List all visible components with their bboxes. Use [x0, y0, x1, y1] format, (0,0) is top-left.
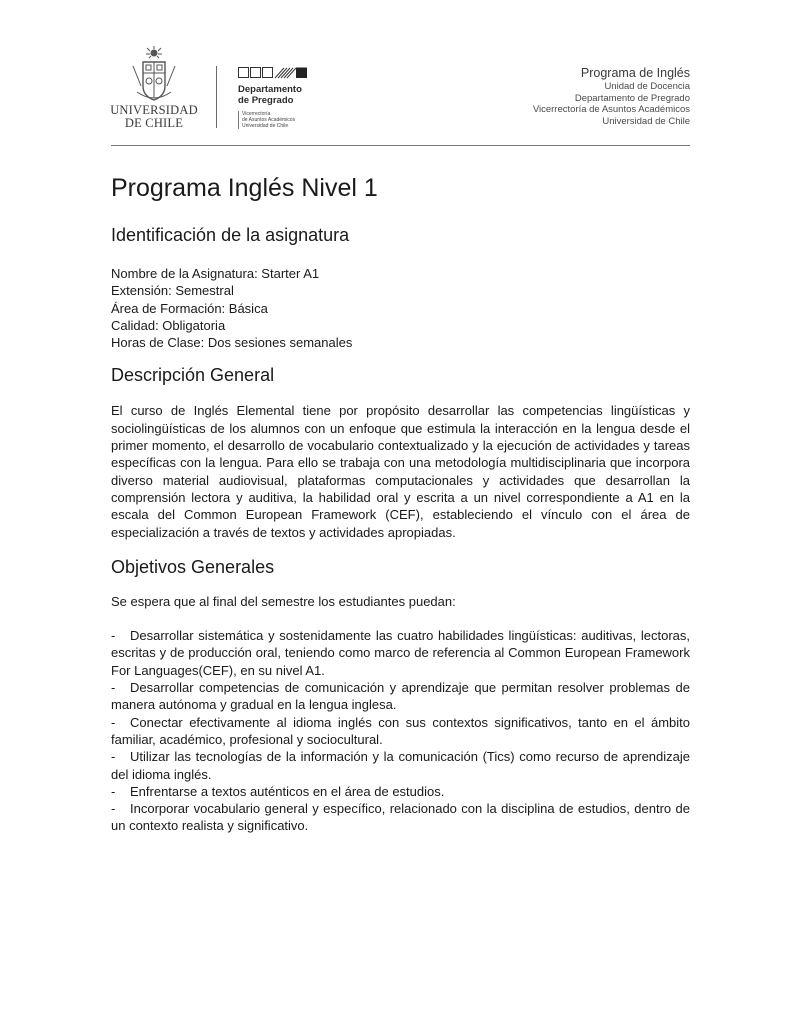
program-header [533, 66, 690, 127]
university-name-line-1: UNIVERSIDAD [110, 103, 198, 117]
list-dash: - [111, 680, 116, 696]
objective-item [111, 714, 690, 749]
header-vertical-divider [216, 66, 217, 128]
program-header-title: Programa de Inglés [580, 66, 690, 80]
objectives-intro: Se espera que al final del semestre los estudiantes puedan: [111, 593, 456, 609]
objective-text: Utilizar las tecnologías de la información y la comunicación (Tics) como recurso de aprendizaje del idioma inglés. [111, 749, 690, 782]
document-body [111, 170, 690, 835]
department-subtitle-line-1: Vicerrectoría [242, 111, 271, 117]
identification-field-quality: Calidad: Obligatoria [111, 317, 226, 333]
objective-text: Desarrollar competencias de comunicación y aprendizaje que permitan resolver problemas de manera autónoma y gradual en la lengua inglesa. [111, 680, 690, 713]
objectives-list [111, 627, 690, 835]
department-title-line-1: Departamento [238, 84, 302, 95]
objective-text: Desarrollar sistemática y sostenidamente las cuatro habilidades lingüísticas: auditivas, lectoras, escritas y de producción oral, teniendo como marco de referencia al Common European Framework For Languages(CEF), en su nivel A1. [111, 628, 690, 678]
identification-heading: Identificación de la asignatura [111, 225, 350, 245]
department-logo [238, 67, 328, 129]
objective-item [111, 783, 690, 800]
program-header-line: Universidad de Chile [602, 115, 690, 127]
university-name [110, 104, 198, 130]
objectives-heading: Objetivos Generales [111, 556, 275, 577]
objective-text: Incorporar vocabulario general y específico, relacionado con la disciplina de estudios, dentro de un contexto realista y significativo. [111, 801, 690, 834]
identification-field-area: Área de Formación: Básica [111, 300, 268, 316]
list-dash: - [111, 801, 116, 817]
department-subtitle-line-2: de Asuntos Académicos [242, 117, 296, 123]
description-heading: Descripción General [111, 365, 275, 386]
program-header-line: Unidad de Docencia [604, 81, 690, 92]
department-title [238, 84, 328, 106]
objective-item [111, 748, 690, 783]
university-name-line-2: DE CHILE [124, 116, 184, 130]
header-horizontal-rule [111, 145, 690, 146]
objective-text: Enfrentarse a textos auténticos en el área de estudios. [130, 783, 445, 799]
identification-field-hours: Horas de Clase: Dos sesiones semanales [111, 335, 353, 351]
list-dash: - [111, 628, 116, 644]
identification-list [111, 265, 690, 351]
objective-item [111, 679, 690, 714]
department-subtitle-line-3: Universidad de Chile [242, 123, 289, 129]
university-logo [110, 46, 198, 130]
department-squares-icon [238, 67, 308, 79]
list-dash: - [111, 783, 116, 799]
list-dash: - [111, 749, 116, 765]
objective-item [111, 800, 690, 835]
objective-text: Conectar efectivamente al idioma inglés con sus contextos significativos, tanto en el ámbito familiar, académico, profesional y sociocultural. [111, 714, 690, 747]
department-subtitle [238, 111, 328, 129]
identification-field-course-name: Nombre de la Asignatura: Starter A1 [111, 266, 320, 281]
description-paragraph: El curso de Inglés Elemental tiene por propósito desarrollar las competencias lingüísticas y sociolingüísticas de los alumnos con un enfoque que estimula la interacción en la lengua desde el primer momento, el desarrollo de vocabulario contextualizado y la ejecución de actividades y tareas específicas con la lengua. Para ello se trabaja con una metodología multidisciplinaria que incorpora diverso material audiovisual, plataformas computacionales y actividades que desarrollan la comprensión lectora y auditiva, la habilidad oral y escrita a un nivel correspondiente a A1 en la escala del Common European Framework (CEF), estableciendo el vínculo con el área de especialización a través de textos y actividades apropiadas. [111, 403, 690, 540]
page-title: Programa Inglés Nivel 1 [111, 174, 378, 202]
department-title-line-2: de Pregrado [238, 95, 294, 106]
program-header-line: Vicerrectoría de Asuntos Académicos [532, 104, 690, 115]
objective-item [111, 627, 690, 679]
university-crest-icon [119, 46, 189, 102]
identification-field-extension: Extensión: Semestral [111, 283, 234, 299]
list-dash: - [111, 714, 116, 730]
program-header-line: Departamento de Pregrado [574, 92, 690, 104]
